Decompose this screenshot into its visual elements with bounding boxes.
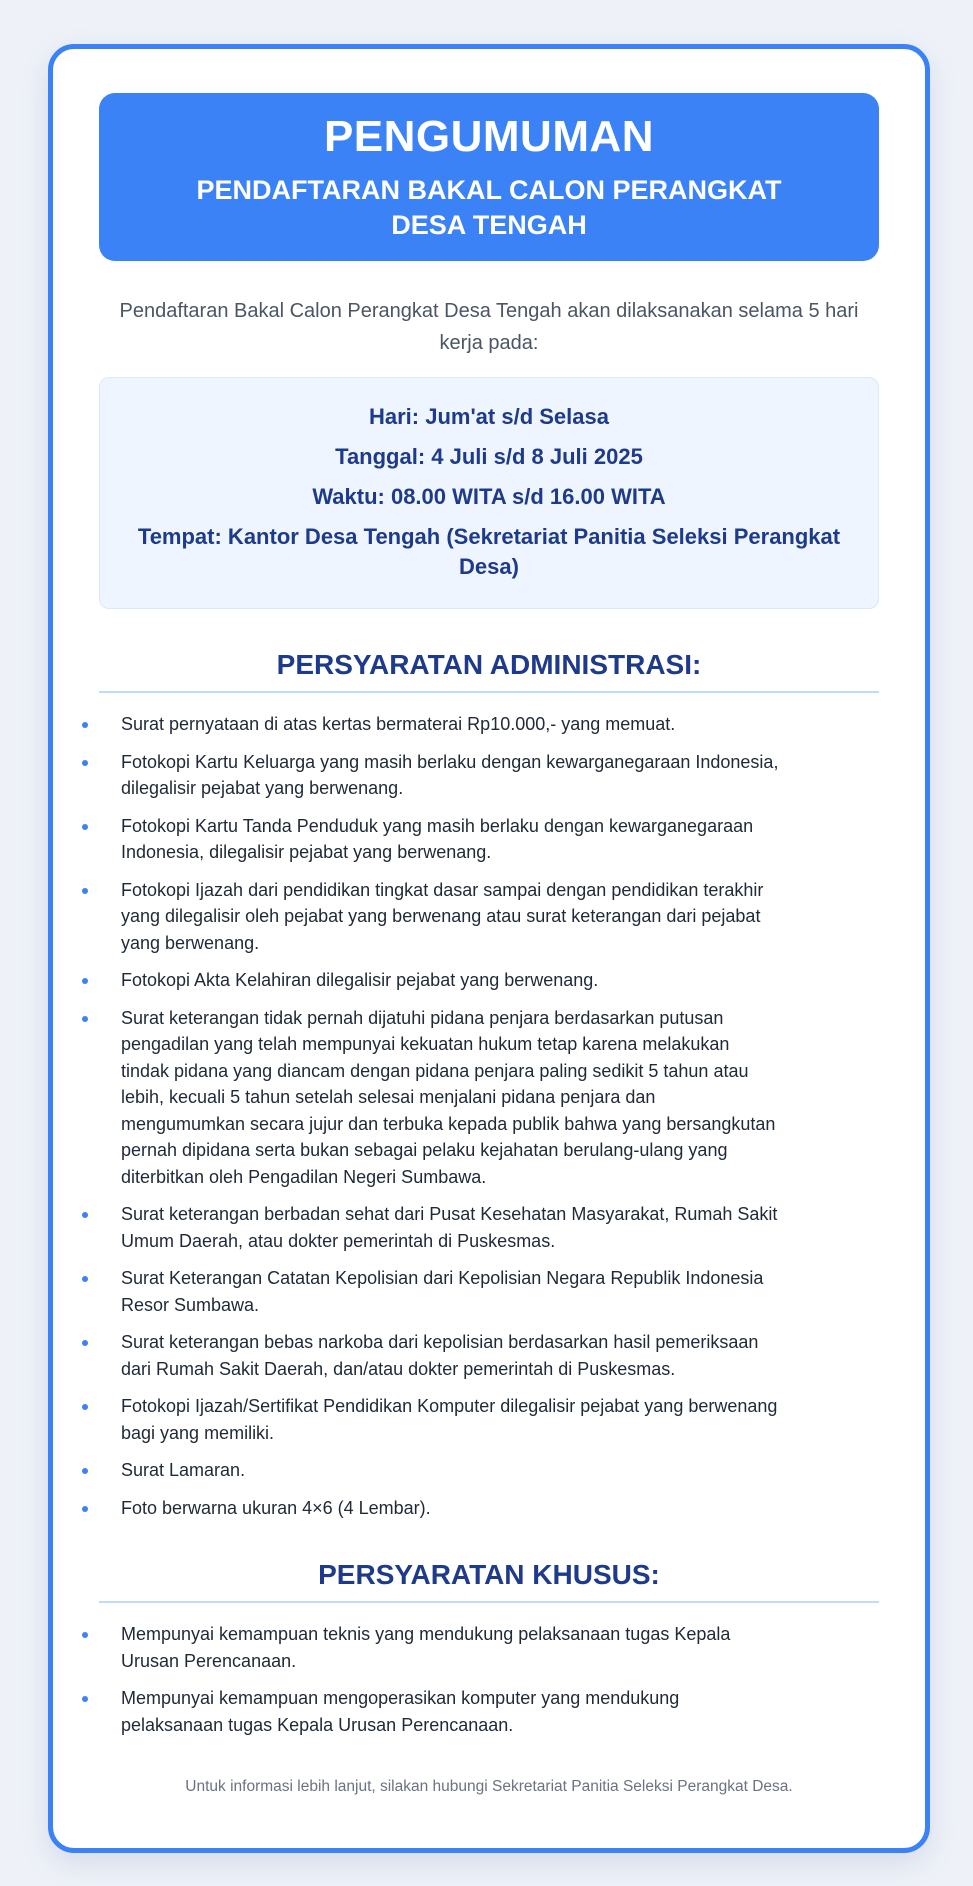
list-item-text: Mempunyai kemampuan mengoperasikan komputer yang mendukung pelaksanaan tugas Kepala Urusan Perencanaan.	[121, 1688, 680, 1735]
bullet-icon	[82, 760, 88, 766]
list-item	[99, 1621, 781, 1674]
list-item	[99, 1201, 781, 1254]
bullet-icon	[82, 722, 88, 728]
list-item	[99, 749, 781, 802]
bullet-icon	[82, 888, 88, 894]
bullet-icon	[82, 1404, 88, 1410]
list-item-text: Surat keterangan berbadan sehat dari Pusat Kesehatan Masyarakat, Rumah Sakit Umum Daerah, atau dokter pemerintah di Puskesmas.	[121, 1204, 778, 1251]
bullet-icon	[82, 1468, 88, 1474]
list-item	[99, 711, 781, 738]
list-item-text: Fotokopi Akta Kelahiran dilegalisir pejabat yang berwenang.	[121, 970, 599, 990]
list-item	[99, 1393, 781, 1446]
page-title: PENGUMUMAN	[323, 112, 655, 161]
schedule-day: Hari: Jum'at s/d Selasa	[368, 404, 609, 429]
schedule-date: Tanggal: 4 Juli s/d 8 Juli 2025	[335, 444, 643, 469]
list-item-text: Fotokopi Kartu Tanda Penduduk yang masih berlaku dengan kewarganegaraan Indonesia, dilegalisir pejabat yang berwenang.	[121, 815, 754, 862]
announcement-header	[99, 93, 879, 261]
schedule-time: Waktu: 08.00 WITA s/d 16.00 WITA	[312, 484, 666, 509]
list-item-text: Surat pernyataan di atas kertas bermaterai Rp10.000,- yang memuat.	[121, 714, 676, 734]
list-item	[99, 1457, 781, 1484]
intro-text: Pendaftaran Bakal Calon Perangkat Desa Tengah akan dilaksanakan selama 5 hari kerja pada:	[119, 300, 859, 354]
list-item-text: Foto berwarna ukuran 4×6 (4 Lembar).	[121, 1497, 431, 1518]
bullet-icon	[82, 824, 88, 830]
requirements-list-administrasi	[99, 711, 879, 1521]
list-item-text: Fotokopi Kartu Keluarga yang masih berlaku dengan kewarganegaraan Indonesia, dilegalisir pejabat yang berwenang.	[121, 751, 779, 798]
list-item	[99, 1329, 781, 1382]
bullet-icon	[82, 1276, 88, 1282]
bullet-icon	[82, 1696, 88, 1702]
list-item	[99, 967, 781, 994]
list-item	[99, 1005, 781, 1191]
list-item-text: Mempunyai kemampuan teknis yang mendukung pelaksanaan tugas Kepala Urusan Perencanaan.	[121, 1624, 731, 1671]
bullet-icon	[82, 1340, 88, 1346]
bullet-icon	[82, 1212, 88, 1218]
footer-note: Untuk informasi lebih lanjut, silakan hubungi Sekretariat Panitia Seleksi Perangkat Desa.	[185, 1778, 793, 1795]
page-subtitle: PENDAFTARAN BAKAL CALON PERANGKAT DESA TENGAH	[196, 175, 782, 240]
list-item	[99, 1685, 781, 1738]
list-item	[99, 813, 781, 866]
list-item-text: Surat keterangan tidak pernah dijatuhi pidana penjara berdasarkan putusan pengadilan yang telah mempunyai kekuatan hukum tetap karena melakukan tindak pidana yang diancam dengan pidana penjara paling sedikit 5 tahun atau lebih, kecuali 5 tahun setelah selesai menjalani pidana penjara dan mengumumkan secara jujur dan terbuka kepada publik bahwa yang bersangkutan pernah dipidana serta bukan sebagai pelaku kejahatan berulang-ulang yang diterbitkan oleh Pengadilan Negeri Sumbawa.	[121, 1007, 776, 1187]
schedule-box	[99, 377, 879, 609]
bullet-icon	[82, 978, 88, 984]
list-item-text: Surat keterangan bebas narkoba dari kepolisian berdasarkan hasil pemeriksaan dari Rumah Sakit Daerah, dan/atau dokter pemerintah di Puskesmas.	[121, 1332, 759, 1379]
list-item-text: Fotokopi Ijazah dari pendidikan tingkat dasar sampai dengan pendidikan terakhir yang dilegalisir oleh pejabat yang berwenang atau surat keterangan dari pejabat yang berwenang.	[121, 879, 764, 953]
bullet-icon	[82, 1016, 88, 1022]
list-item	[99, 877, 781, 957]
requirements-list-khusus	[99, 1621, 879, 1738]
list-item	[99, 1265, 781, 1318]
list-item	[99, 1495, 781, 1522]
schedule-place: Tempat: Kantor Desa Tengah (Sekretariat Panitia Seleksi Perangkat Desa)	[137, 524, 841, 579]
section-title-khusus: PERSYARATAN KHUSUS:	[99, 1557, 879, 1603]
list-item-text: Fotokopi Ijazah/Sertifikat Pendidikan Komputer dilegalisir pejabat yang berwenang bagi yang memiliki.	[121, 1396, 778, 1443]
list-item-text: Surat Keterangan Catatan Kepolisian dari Kepolisian Negara Republik Indonesia Resor Sumbawa.	[121, 1268, 764, 1315]
section-title-administrasi: PERSYARATAN ADMINISTRASI:	[99, 647, 879, 693]
bullet-icon	[82, 1506, 88, 1512]
bullet-icon	[82, 1632, 88, 1638]
announcement-card	[48, 44, 930, 1853]
list-item-text: Surat Lamaran.	[121, 1460, 246, 1480]
